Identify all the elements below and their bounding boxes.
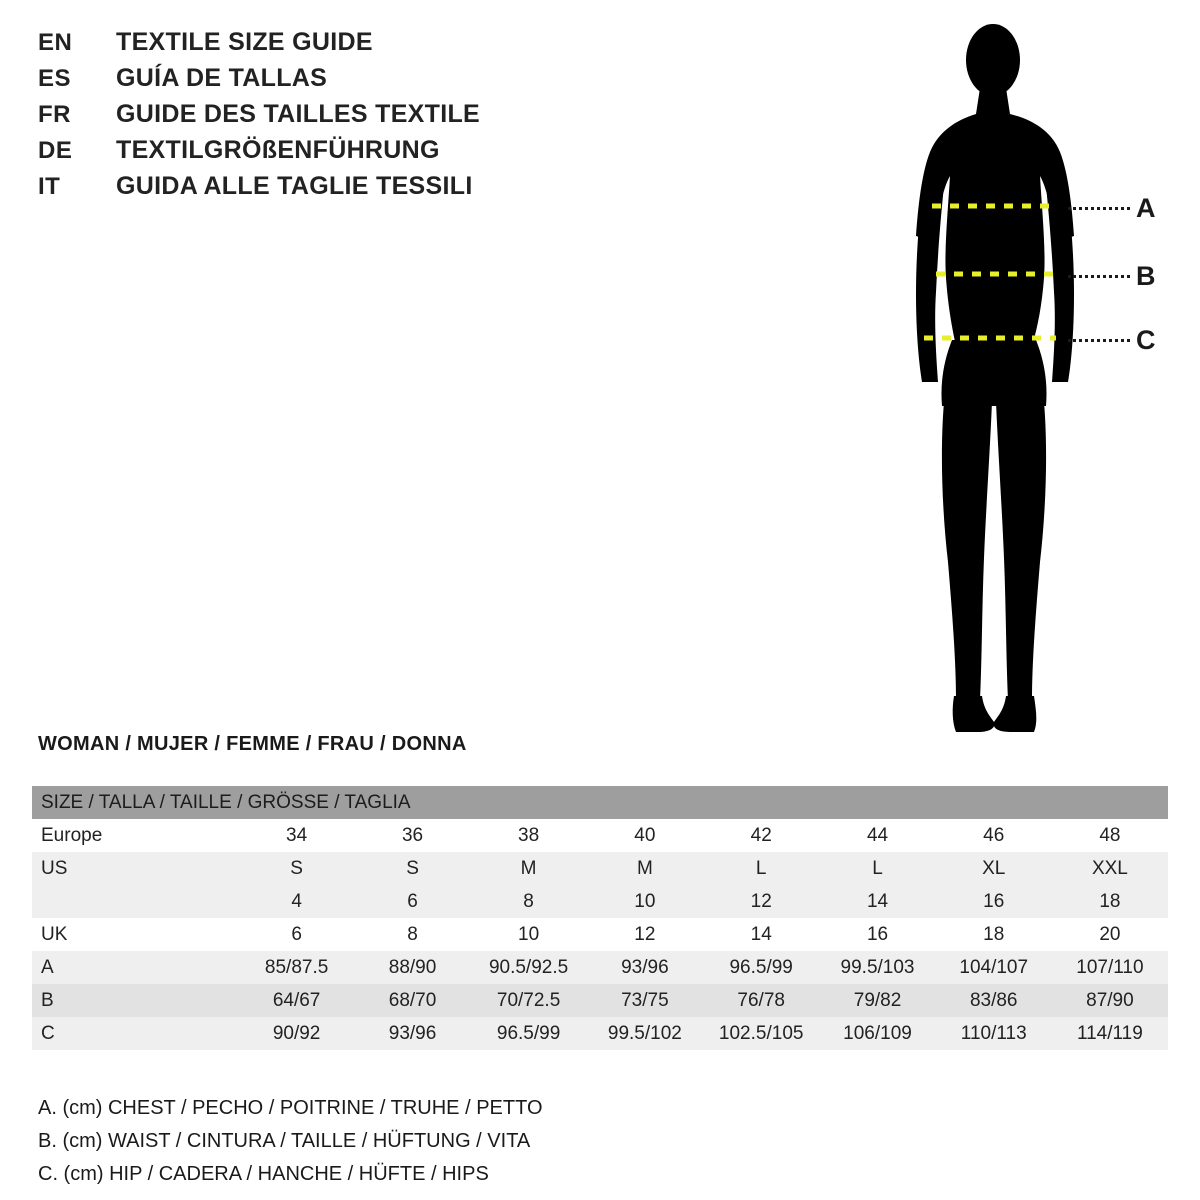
row-label-c: C <box>41 1022 55 1044</box>
cell-c-7: 114/119 <box>1076 1022 1143 1044</box>
cell-a-6: 104/107 <box>959 956 1029 978</box>
title-text-it: GUIDA ALLE TAGLIE TESSILI <box>116 172 473 200</box>
measure-label-b: B <box>1136 261 1156 291</box>
cell-c-1: 93/96 <box>388 1022 437 1044</box>
cell-usnum-7: 18 <box>1099 890 1121 912</box>
cell-b-5: 79/82 <box>853 989 902 1011</box>
cell-b-1: 68/70 <box>388 989 437 1011</box>
cell-uk-7: 20 <box>1099 923 1121 945</box>
table-row <box>32 918 1168 951</box>
title-row <box>38 100 658 136</box>
cell-a-0: 85/87.5 <box>264 956 329 978</box>
cell-europe-6: 46 <box>983 824 1005 846</box>
cell-b-2: 70/72.5 <box>496 989 561 1011</box>
cell-us-5: L <box>872 857 883 879</box>
cell-uk-3: 12 <box>634 923 656 945</box>
row-label-us: US <box>41 857 68 879</box>
cell-usnum-5: 14 <box>866 890 889 912</box>
row-label-us-numeric <box>32 885 239 918</box>
cell-c-6: 110/113 <box>960 1022 1027 1044</box>
silhouette-icon <box>860 10 1180 750</box>
cell-uk-4: 14 <box>750 923 772 945</box>
cell-europe-1: 36 <box>401 824 424 846</box>
cell-c-4: 102.5/105 <box>718 1022 804 1044</box>
cell-usnum-3: 10 <box>634 890 656 912</box>
cell-usnum-4: 12 <box>750 890 772 912</box>
cell-usnum-0: 4 <box>291 890 302 912</box>
cell-us-3: M <box>636 857 653 879</box>
cell-b-4: 76/78 <box>737 989 785 1011</box>
cell-b-0: 64/67 <box>272 989 321 1011</box>
title-row <box>38 28 658 64</box>
cell-us-6: XL <box>982 857 1006 879</box>
footnote-c: C. (cm) HIP / CADERA / HANCHE / HÜFTE / HIPS <box>38 1163 489 1185</box>
row-label-a: A <box>41 956 54 978</box>
table-row <box>32 951 1168 984</box>
cell-europe-3: 40 <box>634 824 656 846</box>
title-lang-fr: FR <box>38 101 71 128</box>
cell-a-5: 99.5/103 <box>840 956 915 978</box>
cell-uk-0: 6 <box>291 923 302 945</box>
lead-line-a <box>1068 207 1130 210</box>
row-label-europe: Europe <box>41 824 103 846</box>
cell-c-2: 96.5/99 <box>496 1022 561 1044</box>
table-row <box>32 852 1168 885</box>
section-heading-woman: WOMAN / MUJER / FEMME / FRAU / DONNA <box>38 733 467 755</box>
title-row <box>38 136 658 172</box>
measure-label-a: A <box>1136 193 1156 223</box>
cell-uk-2: 10 <box>518 923 540 945</box>
cell-us-1: S <box>406 857 419 879</box>
cell-b-6: 83/86 <box>969 989 1018 1011</box>
cell-a-3: 93/96 <box>621 956 669 978</box>
cell-a-2: 90.5/92.5 <box>488 956 569 978</box>
cell-us-4: L <box>755 857 767 879</box>
lead-line-c <box>1068 339 1130 342</box>
cell-us-2: M <box>520 857 537 879</box>
title-lang-it: IT <box>38 173 61 200</box>
cell-usnum-2: 8 <box>523 890 534 912</box>
cell-c-0: 90/92 <box>272 1022 321 1044</box>
footnote-b: B. (cm) WAIST / CINTURA / TAILLE / HÜFTUNG / VITA <box>38 1130 531 1152</box>
cell-uk-1: 8 <box>407 923 418 945</box>
lead-line-b <box>1068 275 1130 278</box>
cell-a-1: 88/90 <box>388 956 437 978</box>
title-text-fr: GUIDE DES TAILLES TEXTILE <box>116 100 481 128</box>
title-row <box>38 64 658 100</box>
table-row <box>32 819 1168 852</box>
cell-uk-6: 18 <box>983 923 1005 945</box>
title-lang-en: EN <box>38 29 73 56</box>
footnotes <box>38 1092 738 1191</box>
cell-c-5: 106/109 <box>843 1022 912 1044</box>
title-block <box>38 28 658 208</box>
table-row <box>32 984 1168 1017</box>
row-label-uk: UK <box>41 923 68 945</box>
cell-europe-2: 38 <box>518 824 540 846</box>
female-silhouette-figure <box>860 10 1180 750</box>
title-lang-es: ES <box>38 65 72 92</box>
table-header-label: SIZE / TALLA / TAILLE / GRÖSSE / TAGLIA <box>41 791 411 813</box>
title-text-en: TEXTILE SIZE GUIDE <box>116 28 373 56</box>
cell-europe-4: 42 <box>750 824 772 846</box>
cell-c-3: 99.5/102 <box>607 1022 682 1044</box>
cell-europe-5: 44 <box>866 824 889 846</box>
size-table <box>32 786 1168 1050</box>
cell-b-3: 73/75 <box>621 989 669 1011</box>
cell-europe-0: 34 <box>286 824 308 846</box>
table-row <box>32 1017 1168 1050</box>
title-lang-de: DE <box>38 137 73 164</box>
title-text-es: GUÍA DE TALLAS <box>116 64 328 92</box>
cell-us-7: XXL <box>1091 857 1128 879</box>
table-header-row <box>32 786 1168 819</box>
title-row <box>38 172 658 208</box>
cell-usnum-6: 16 <box>983 890 1005 912</box>
table-row <box>32 885 1168 918</box>
cell-b-7: 87/90 <box>1086 989 1134 1011</box>
cell-europe-7: 48 <box>1099 824 1121 846</box>
footnote-a: A. (cm) CHEST / PECHO / POITRINE / TRUHE / PETTO <box>38 1097 543 1119</box>
cell-uk-5: 16 <box>866 923 889 945</box>
title-text-de: TEXTILGRÖßENFÜHRUNG <box>116 136 440 164</box>
cell-a-4: 96.5/99 <box>729 956 793 978</box>
cell-usnum-1: 6 <box>407 890 418 912</box>
row-label-b: B <box>41 989 54 1011</box>
cell-us-0: S <box>290 857 303 879</box>
measure-label-c: C <box>1136 325 1156 355</box>
cell-a-7: 107/110 <box>1076 956 1144 978</box>
